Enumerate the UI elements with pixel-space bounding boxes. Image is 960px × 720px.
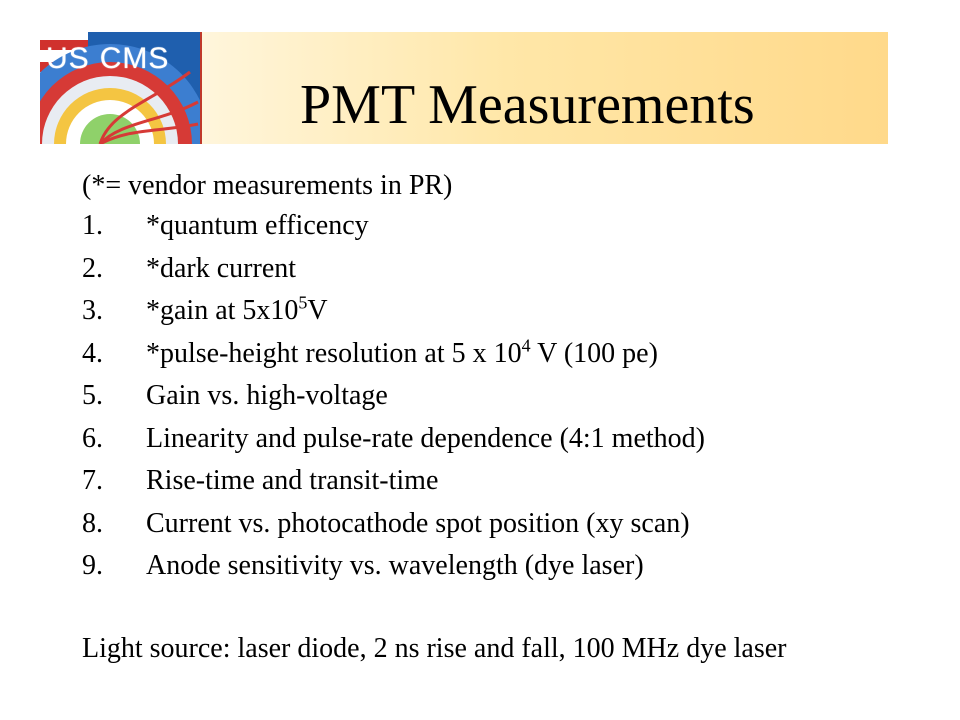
item-number: 2. xyxy=(82,252,103,284)
item-number: 4. xyxy=(82,337,103,369)
item-exponent: 4 xyxy=(521,335,531,356)
item-text-post: V xyxy=(307,295,328,326)
item-text: Gain vs. high-voltage xyxy=(146,380,388,411)
list-item xyxy=(82,506,705,549)
light-source-text: Light source: laser diode, 2 ns rise and fall, 100 MHz dye laser xyxy=(82,633,787,664)
item-text: Linearity and pulse-rate dependence (4:1 method) xyxy=(146,422,705,454)
item-number: 9. xyxy=(82,550,103,581)
list-item xyxy=(82,463,705,506)
item-exponent: 5 xyxy=(298,292,308,313)
item-text: Rise-time and transit-time xyxy=(146,465,439,496)
item-text: *quantum efficency xyxy=(146,210,369,241)
logo-text xyxy=(46,42,169,76)
list-item xyxy=(82,336,705,379)
vendor-note: (*= vendor measurements in PR) xyxy=(82,170,453,201)
list-item xyxy=(82,548,705,591)
item-text-post: V (100 pe) xyxy=(530,337,658,369)
item-text: Anode sensitivity vs. wavelength (dye laser) xyxy=(146,550,644,581)
item-number: 8. xyxy=(82,507,103,539)
item-text-pre: *gain at 5x10 xyxy=(146,295,299,326)
item-text-pre: *pulse-height resolution at 5 x 10 xyxy=(146,337,522,369)
logo-us-text: US xyxy=(46,42,90,75)
item-number: 1. xyxy=(82,210,103,241)
list-item xyxy=(82,208,705,251)
list-item xyxy=(82,293,705,336)
logo-cms-text: CMS xyxy=(99,42,170,75)
item-number: 7. xyxy=(82,465,103,496)
item-number: 3. xyxy=(82,295,103,326)
measurement-list xyxy=(82,208,705,591)
item-text: Current vs. photocathode spot position (xy scan) xyxy=(146,507,690,539)
us-cms-logo xyxy=(40,32,202,144)
item-number: 5. xyxy=(82,380,103,411)
list-item xyxy=(82,251,705,294)
slide-title: PMT Measurements xyxy=(300,74,755,136)
item-text: *dark current xyxy=(146,252,297,284)
list-item xyxy=(82,421,705,464)
list-item xyxy=(82,378,705,421)
item-number: 6. xyxy=(82,422,103,454)
